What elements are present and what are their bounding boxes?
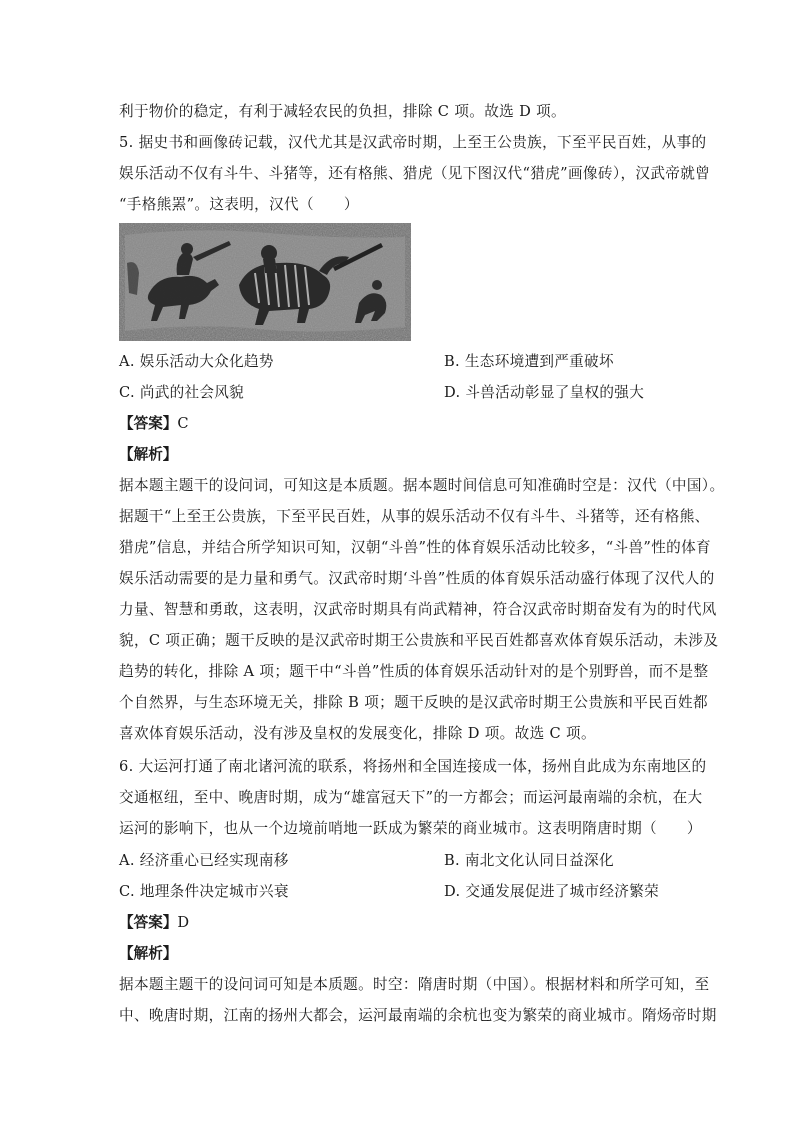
q5-analysis-label: 【解析】 (119, 446, 178, 463)
q5-analysis-line: 貌，C 项正确；题干反映的是汉武帝时期王公贵族和平民百姓都喜欢体育娱乐活动，未涉及 (119, 632, 719, 649)
q5-analysis-line: 个自然界，与生态环境无关，排除 B 项；题干反映的是汉武帝时期王公贵族和平民百姓都 (119, 694, 708, 711)
text-line: 利于物价的稳定，有利于减轻农民的负担，排除 C 项。故选 D 项。 (119, 103, 567, 120)
answer-value: C (177, 415, 189, 432)
q6-option-a: A. 经济重心已经实现南移 (119, 852, 289, 869)
q5-analysis-line: 力量、智慧和勇敢，这表明，汉武帝时期具有尚武精神，符合汉武帝时期奋发有为的时代风 (119, 601, 717, 618)
answer-label: 【答案】 (119, 914, 178, 931)
q6-answer (119, 913, 189, 933)
q6-option-b: B. 南北文化认同日益深化 (444, 852, 614, 869)
question-5-stem-line: 娱乐活动不仅有斗牛、斗猪等，还有格熊、猎虎（见下图汉代“猎虎”画像砖），汉武帝就曾 (119, 165, 711, 182)
q6-analysis-label: 【解析】 (119, 945, 178, 962)
answer-value: D (177, 914, 190, 931)
question-5-stem-line: 5. 据史书和画像砖记载，汉代尤其是汉武帝时期，上至王公贵族，下至平民百姓，从事的 (119, 134, 707, 151)
q5-analysis-line: 喜欢体育娱乐活动，没有涉及皇权的发展变化，排除 D 项。故选 C 项。 (119, 725, 596, 742)
q5-option-b: B. 生态环境遭到严重破坏 (444, 353, 614, 370)
q5-analysis-line: 据题干“上至王公贵族，下至平民百姓，从事的娱乐活动不仅有斗牛、斗猪等，还有格熊、 (119, 508, 710, 525)
q5-option-a: A. 娱乐活动大众化趋势 (119, 353, 274, 370)
q6-analysis-line: 据本题主题干的设问词可知是本质题。时空：隋唐时期（中国）。根据材料和所学可知，至 (119, 976, 710, 993)
q5-analysis-line: 猎虎”信息，并结合所学知识可知，汉朝“斗兽”性的体育娱乐活动比较多，“斗兽”性的体育 (119, 539, 711, 556)
q6-option-c: C. 地理条件决定城市兴衰 (119, 883, 289, 900)
q6-analysis-line: 中、晚唐时期，江南的扬州大都会，运河最南端的余杭也变为繁荣的商业城市。隋炀帝时期 (119, 1007, 717, 1024)
q5-option-d: D. 斗兽活动彰显了皇权的强大 (444, 384, 645, 401)
answer-label: 【答案】 (119, 415, 178, 432)
question-6-stem-line: 交通枢纽，至中、晚唐时期，成为“雄富冠天下”的一方都会；而运河最南端的余杭，在大 (119, 789, 703, 806)
question-6-stem-line: 运河的影响下，也从一个边境前哨地一跃成为繁荣的商业城市。这表明隋唐时期（ ） (119, 820, 702, 837)
q6-option-d: D. 交通发展促进了城市经济繁荣 (444, 883, 659, 900)
question-5-stem-line: “手格熊罴”。这表明，汉代（ ） (119, 196, 359, 213)
q5-option-c: C. 尚武的社会风貌 (119, 384, 245, 401)
q5-analysis-line: 据本题主题干的设问词，可知这是本质题。据本题时间信息可知准确时空是：汉代（中国）。 (119, 477, 725, 494)
question-6-stem-line: 6. 大运河打通了南北诸河流的联系，将扬州和全国连接成一体，扬州自此成为东南地区的 (119, 758, 707, 775)
hunting-tiger-relief-image (119, 223, 411, 341)
q5-analysis-line: 趋势的转化，排除 A 项；题干中“斗兽”性质的体育娱乐活动针对的是个别野兽，而不是整 (119, 663, 709, 680)
q5-answer (119, 414, 189, 434)
q5-analysis-line: 娱乐活动需要的是力量和勇气。汉武帝时期‘斗兽”性质的体育娱乐活动盛行体现了汉代人的 (119, 570, 715, 587)
